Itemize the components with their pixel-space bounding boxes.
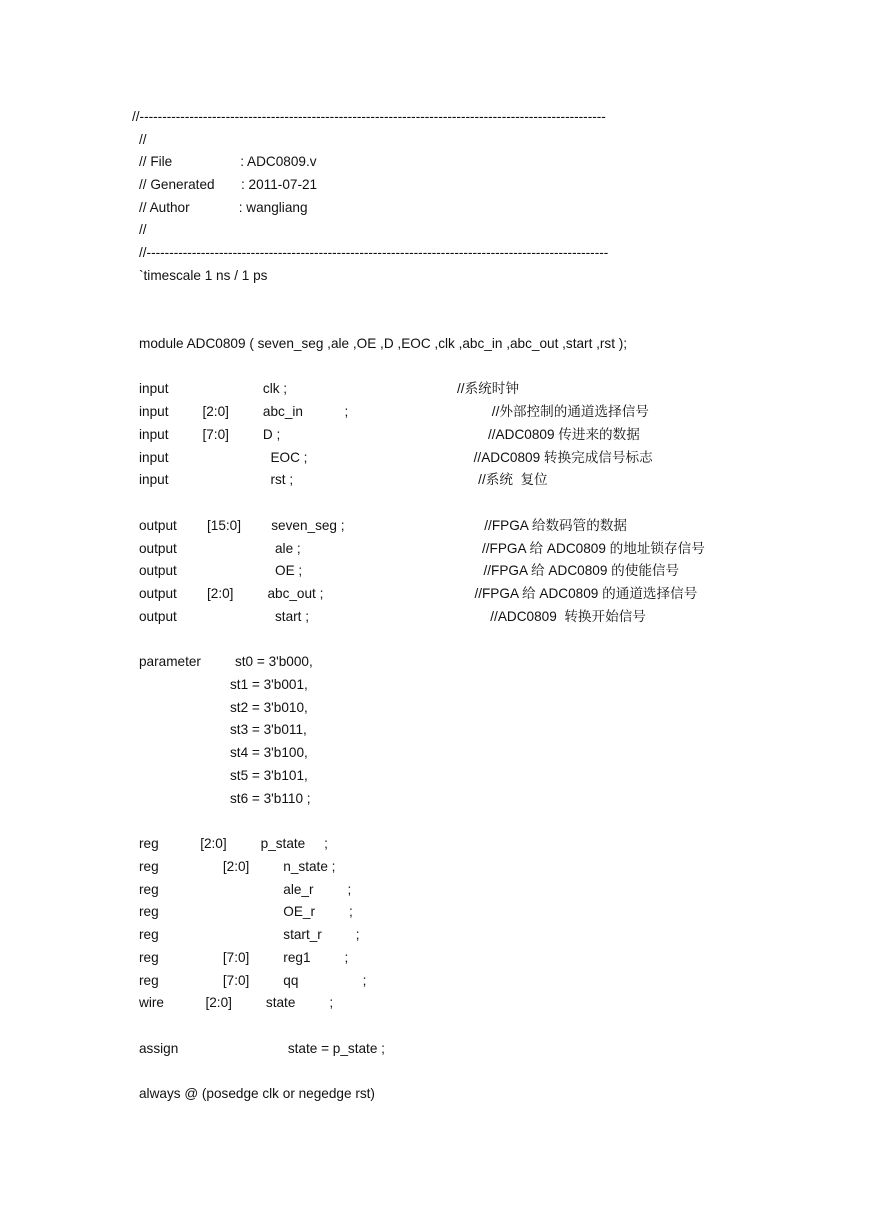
code-line: input rst ; //系统 复位 (139, 472, 548, 487)
file-comment-line: // File : ADC0809.v (139, 154, 317, 169)
code-line: wire [2:0] state ; (139, 995, 334, 1010)
code-line: st3 = 3'b011, (230, 722, 307, 737)
code-line: st6 = 3'b110 ; (230, 791, 311, 806)
code-line: assign state = p_state ; (139, 1041, 385, 1056)
author-comment-line: // Author : wangliang (139, 200, 308, 215)
code-line: output [2:0] abc_out ; //FPGA 给 ADC0809 的通道选择信号 (139, 586, 698, 601)
code-line: always @ (posedge clk or negedge rst) (139, 1086, 375, 1101)
code-line: reg [7:0] reg1 ; (139, 950, 349, 965)
code-line: reg [7:0] qq ; (139, 973, 367, 988)
code-line: reg OE_r ; (139, 904, 353, 919)
code-line: st1 = 3'b001, (230, 677, 308, 692)
generated-comment-line: // Generated : 2011-07-21 (139, 177, 318, 192)
comment-divider-line: //------------------------------------------------------------------------------------------------------ (139, 245, 609, 260)
code-line: reg ale_r ; (139, 882, 352, 897)
code-line: input EOC ; //ADC0809 转换完成信号标志 (139, 450, 653, 465)
code-line: input [7:0] D ; //ADC0809 传进来的数据 (139, 427, 640, 442)
code-line: reg start_r ; (139, 927, 360, 942)
code-line: st4 = 3'b100, (230, 745, 308, 760)
code-line: st2 = 3'b010, (230, 700, 308, 715)
code-line: input clk ; //系统时钟 (139, 381, 519, 396)
timescale-line: `timescale 1 ns / 1 ps (139, 268, 268, 283)
comment-line: // (139, 222, 147, 237)
module-declaration-line: module ADC0809 ( seven_seg ,ale ,OE ,D ,EOC ,clk ,abc_in ,abc_out ,start ,rst ); (139, 336, 628, 351)
code-line: input [2:0] abc_in ; //外部控制的通道选择信号 (139, 404, 649, 419)
comment-divider-line: //------------------------------------------------------------------------------------------------------- (132, 109, 606, 124)
code-line: reg [2:0] p_state ; (139, 836, 328, 851)
comment-line: // (139, 132, 147, 147)
code-line: output ale ; //FPGA 给 ADC0809 的地址锁存信号 (139, 541, 705, 556)
code-line: output [15:0] seven_seg ; //FPGA 给数码管的数据 (139, 518, 628, 533)
code-line: output OE ; //FPGA 给 ADC0809 的使能信号 (139, 563, 680, 578)
code-line: parameter st0 = 3'b000, (139, 654, 313, 669)
code-line: output start ; //ADC0809 转换开始信号 (139, 609, 646, 624)
code-line: reg [2:0] n_state ; (139, 859, 336, 874)
code-line: st5 = 3'b101, (230, 768, 308, 783)
